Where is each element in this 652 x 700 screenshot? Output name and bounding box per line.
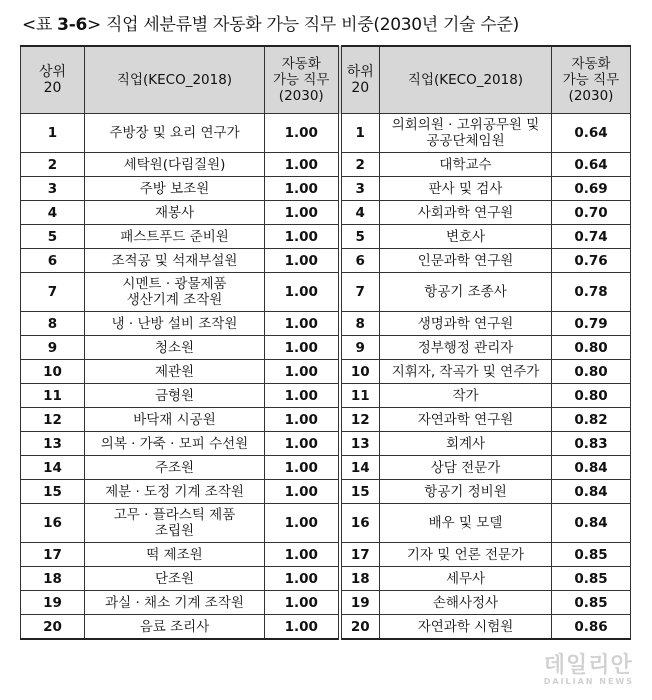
top-job-cell: 금형원 (85, 384, 265, 408)
table-row (21, 360, 631, 384)
bottom-job-cell: 기자 및 언론 전문가 (380, 543, 552, 567)
top-value-cell: 1.00 (265, 312, 340, 336)
top-value-cell: 1.00 (265, 273, 340, 312)
top-job-cell: 패스트푸드 준비원 (85, 225, 265, 249)
header-top-rank: 상위 20 (21, 46, 85, 114)
header-share-right: 자동화 가능 직무 (2030) (552, 46, 631, 114)
table-row (21, 114, 631, 153)
watermark-main: 데일리안 (543, 653, 633, 678)
top-rank-cell: 1 (21, 114, 85, 153)
table-row (21, 408, 631, 432)
top-value-cell: 1.00 (265, 153, 340, 177)
top-job-cell: 제분 · 도정 기계 조작원 (85, 480, 265, 504)
bottom-job-cell: 자연과학 시험원 (380, 615, 552, 640)
table-caption (22, 10, 519, 35)
top-rank-cell: 10 (21, 360, 85, 384)
top-value-cell: 1.00 (265, 177, 340, 201)
bottom-rank-cell: 14 (340, 456, 380, 480)
bottom-value-cell: 0.64 (552, 114, 631, 153)
bottom-value-cell: 0.80 (552, 384, 631, 408)
top-rank-cell: 7 (21, 273, 85, 312)
bottom-rank-cell: 6 (340, 249, 380, 273)
table-row (21, 201, 631, 225)
top-job-cell: 주방 보조원 (85, 177, 265, 201)
bottom-value-cell: 0.85 (552, 543, 631, 567)
top-value-cell: 1.00 (265, 408, 340, 432)
top-job-cell: 과실 · 채소 기계 조작원 (85, 591, 265, 615)
automation-share-table (20, 45, 631, 640)
top-rank-cell: 3 (21, 177, 85, 201)
table-row (21, 543, 631, 567)
bottom-rank-cell: 12 (340, 408, 380, 432)
top-rank-cell: 4 (21, 201, 85, 225)
table-row (21, 225, 631, 249)
header-row (21, 46, 631, 114)
top-value-cell: 1.00 (265, 114, 340, 153)
top-rank-cell: 12 (21, 408, 85, 432)
table-row (21, 480, 631, 504)
table-row (21, 456, 631, 480)
table-row (21, 615, 631, 640)
bottom-rank-cell: 19 (340, 591, 380, 615)
caption-open: <표 (22, 15, 58, 35)
top-rank-cell: 16 (21, 504, 85, 543)
table-row (21, 336, 631, 360)
bottom-rank-cell: 8 (340, 312, 380, 336)
bottom-job-cell: 의회의원 · 고위공무원 및 공공단체임원 (380, 114, 552, 153)
bottom-value-cell: 0.79 (552, 312, 631, 336)
table-row (21, 153, 631, 177)
bottom-rank-cell: 7 (340, 273, 380, 312)
header-occupation-right: 직업(KECO_2018) (380, 46, 552, 114)
top-value-cell: 1.00 (265, 432, 340, 456)
top-rank-cell: 20 (21, 615, 85, 640)
header-occupation-left: 직업(KECO_2018) (85, 46, 265, 114)
watermark-logo (544, 648, 634, 686)
bottom-value-cell: 0.82 (552, 408, 631, 432)
top-job-cell: 의복 · 가죽 · 모피 수선원 (85, 432, 265, 456)
table-row (21, 567, 631, 591)
top-value-cell: 1.00 (265, 504, 340, 543)
bottom-value-cell: 0.84 (552, 480, 631, 504)
bottom-rank-cell: 1 (340, 114, 380, 153)
table-row (21, 249, 631, 273)
bottom-value-cell: 0.85 (552, 567, 631, 591)
bottom-value-cell: 0.64 (552, 153, 631, 177)
top-job-cell: 음료 조리사 (85, 615, 265, 640)
bottom-job-cell: 상담 전문가 (380, 456, 552, 480)
bottom-job-cell: 세무사 (380, 567, 552, 591)
top-value-cell: 1.00 (265, 201, 340, 225)
bottom-rank-cell: 9 (340, 336, 380, 360)
top-job-cell: 조적공 및 석재부설원 (85, 249, 265, 273)
top-value-cell: 1.00 (265, 456, 340, 480)
bottom-value-cell: 0.70 (552, 201, 631, 225)
top-job-cell: 시멘트 · 광물제품 생산기계 조작원 (85, 273, 265, 312)
top-value-cell: 1.00 (265, 249, 340, 273)
bottom-rank-cell: 11 (340, 384, 380, 408)
bottom-job-cell: 손해사정사 (380, 591, 552, 615)
bottom-value-cell: 0.84 (552, 504, 631, 543)
bottom-value-cell: 0.80 (552, 336, 631, 360)
top-rank-cell: 8 (21, 312, 85, 336)
top-value-cell: 1.00 (265, 360, 340, 384)
top-value-cell: 1.00 (265, 480, 340, 504)
top-job-cell: 제관원 (85, 360, 265, 384)
top-job-cell: 재봉사 (85, 201, 265, 225)
top-value-cell: 1.00 (265, 543, 340, 567)
bottom-rank-cell: 13 (340, 432, 380, 456)
bottom-rank-cell: 2 (340, 153, 380, 177)
table-row (21, 432, 631, 456)
top-value-cell: 1.00 (265, 567, 340, 591)
top-rank-cell: 17 (21, 543, 85, 567)
top-rank-cell: 2 (21, 153, 85, 177)
bottom-value-cell: 0.74 (552, 225, 631, 249)
table-row (21, 591, 631, 615)
table-row (21, 273, 631, 312)
bottom-job-cell: 생명과학 연구원 (380, 312, 552, 336)
watermark-sub: DAILIAN NEWS (543, 677, 634, 686)
bottom-rank-cell: 5 (340, 225, 380, 249)
bottom-rank-cell: 18 (340, 567, 380, 591)
bottom-rank-cell: 10 (340, 360, 380, 384)
top-rank-cell: 14 (21, 456, 85, 480)
top-rank-cell: 5 (21, 225, 85, 249)
bottom-job-cell: 자연과학 연구원 (380, 408, 552, 432)
bottom-job-cell: 지휘자, 작곡가 및 연주가 (380, 360, 552, 384)
top-job-cell: 냉 · 난방 설비 조작원 (85, 312, 265, 336)
table-row (21, 312, 631, 336)
bottom-job-cell: 항공기 조종사 (380, 273, 552, 312)
top-value-cell: 1.00 (265, 384, 340, 408)
bottom-rank-cell: 3 (340, 177, 380, 201)
bottom-rank-cell: 17 (340, 543, 380, 567)
bottom-value-cell: 0.80 (552, 360, 631, 384)
top-value-cell: 1.00 (265, 225, 340, 249)
top-job-cell: 주방장 및 요리 연구가 (85, 114, 265, 153)
bottom-rank-cell: 4 (340, 201, 380, 225)
bottom-job-cell: 변호사 (380, 225, 552, 249)
bottom-rank-cell: 20 (340, 615, 380, 640)
bottom-job-cell: 인문과학 연구원 (380, 249, 552, 273)
top-rank-cell: 18 (21, 567, 85, 591)
top-rank-cell: 6 (21, 249, 85, 273)
bottom-job-cell: 판사 및 검사 (380, 177, 552, 201)
top-job-cell: 떡 제조원 (85, 543, 265, 567)
top-rank-cell: 13 (21, 432, 85, 456)
top-rank-cell: 15 (21, 480, 85, 504)
bottom-job-cell: 항공기 정비원 (380, 480, 552, 504)
top-rank-cell: 19 (21, 591, 85, 615)
caption-title: > 직업 세분류별 자동화 가능 직무 비중(2030년 기술 수준) (87, 15, 519, 35)
bottom-value-cell: 0.84 (552, 456, 631, 480)
caption-number: 3-6 (57, 15, 87, 35)
bottom-value-cell: 0.85 (552, 591, 631, 615)
top-job-cell: 고무 · 플라스틱 제품 조립원 (85, 504, 265, 543)
bottom-job-cell: 사회과학 연구원 (380, 201, 552, 225)
bottom-rank-cell: 15 (340, 480, 380, 504)
bottom-job-cell: 회계사 (380, 432, 552, 456)
top-rank-cell: 11 (21, 384, 85, 408)
top-job-cell: 주조원 (85, 456, 265, 480)
top-rank-cell: 9 (21, 336, 85, 360)
top-value-cell: 1.00 (265, 591, 340, 615)
bottom-value-cell: 0.86 (552, 615, 631, 640)
top-job-cell: 바닥재 시공원 (85, 408, 265, 432)
table-row (21, 177, 631, 201)
bottom-rank-cell: 16 (340, 504, 380, 543)
bottom-job-cell: 정부행정 관리자 (380, 336, 552, 360)
table-row (21, 384, 631, 408)
bottom-job-cell: 배우 및 모델 (380, 504, 552, 543)
header-bottom-rank: 하위 20 (340, 46, 380, 114)
top-job-cell: 세탁원(다림질원) (85, 153, 265, 177)
top-job-cell: 청소원 (85, 336, 265, 360)
bottom-value-cell: 0.69 (552, 177, 631, 201)
header-share-left: 자동화 가능 직무 (2030) (265, 46, 340, 114)
bottom-job-cell: 작가 (380, 384, 552, 408)
bottom-value-cell: 0.78 (552, 273, 631, 312)
bottom-value-cell: 0.76 (552, 249, 631, 273)
bottom-value-cell: 0.83 (552, 432, 631, 456)
top-value-cell: 1.00 (265, 336, 340, 360)
table-row (21, 504, 631, 543)
bottom-job-cell: 대학교수 (380, 153, 552, 177)
top-job-cell: 단조원 (85, 567, 265, 591)
top-value-cell: 1.00 (265, 615, 340, 640)
